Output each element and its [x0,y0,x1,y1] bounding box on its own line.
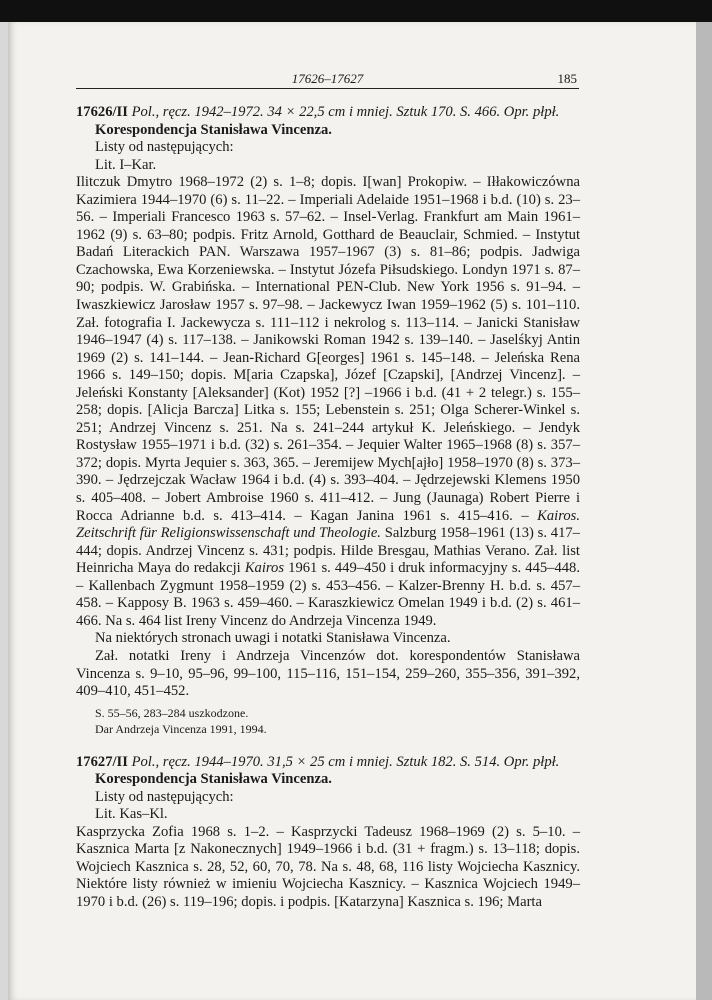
running-head [76,70,579,89]
entry-signature: 17627/II [76,753,128,770]
page-content [76,104,580,912]
entry-physical-description: Pol., ręcz. 1942–1972. 34 × 22,5 cm i mniej. Sztuk 170. S. 466. Opr. płpł. [131,104,560,120]
entry-signature: 17626/II [76,104,128,120]
entry-header [76,754,580,772]
journal-title: Kairos. Zeitschrift für Religionswissenschaft und Theologie. [76,507,580,542]
entry-note-provenance: Dar Andrzeja Vincenza 1991, 1994. [95,721,267,736]
entry-correspondents [76,174,580,630]
correspondents-part-b: Salzburg 1958–1961 (13) s. 417–444; dopis. Andrzej Vincenz s. 431; podpis. Hilde Bresgau, Mathias Verano. Zał. list Heinricha Maya do redakcji [76,525,580,577]
journal-title-short: Kairos [244,560,285,577]
top-dark-border [0,0,712,22]
entry-remark: Na niektórych stronach uwagi i notatki Stanisława Vincenza. [95,630,451,647]
correspondents-part-c: 1961 s. 449–450 i druk informacyjny s. 445–448. – Kallenbach Zygmunt 1958–1959 (2) s. 453–456. – Kalzer-Brenny H. b.d. s. 457–458. – Kapposy B. 1963 s. 459–460. – Karaszkiewicz Omelan 1949 i b.d. (2) s. 461–466. Na s. 464 list Ireny Vincenz do Andrzeja Vincenza 1949. [76,560,580,629]
entry-remark-attachments: Zał. notatki Ireny i Andrzeja Vincenzów dot. korespondentów Stanisława Vincenza s. 9–10, 95–96, 99–100, 115–116, 151–154, 259–260, 355–356, 391–392, 409–410, 451–452. [76,647,580,700]
entry-note-damage: S. 55–56, 283–284 uszkodzone. [95,705,249,720]
page-number: 185 [557,71,577,86]
correspondents-part-a: Ilitczuk Dmytro 1968–1972 (2) s. 1–8; dopis. I[wan] Prokopiw. – Iłłakowiczówna Kazimiera 1944–1970 (6) s. 11–22. – Imperiali Adelaide 1951–1968 i b.d. (10) s. 23–56. – Imperiali Francesco 1963 s. 57–62. – Insel-Verlag. Frankfurt am Main 1961–1962 (9) s. 63–80; podpis. Fritz Arnold, Gotthard de Beauclair, Schmied. – Instytut Badań Literackich PAN. Warszawa 1957–1967 (3) s. 81–86; podpis. Jadwiga Czachowska, Ewa Korzeniewska. – Instytut Józefa Piłsudskiego. Londyn 1971 s. 87–90; podpis. W. Grabińska. – International PEN-Club. New York 1956 s. 91–94. – Iwaszkiewicz Jarosław 1957 s. 97–98. – Jackewycz Iwan 1959–1962 (5) s. 101–110. Zał. fotografia I. Jackewycza s. 111–112 i nekrolog s. 113–114. – Janicki Stanisław 1946–1947 (4) s. 117–138. – Janikowski Roman 1942 s. 139–140. – Jaselśkyj Antin 1969 (2) s. 141–144. – Jean-Richard G[eorges] 1961 s. 145–148. – Jeleńska Rena 1966 s. 149–150; dopis. M[aria Czapska], Józef [Czapski], [Andrzej Vincenz]. – Jeleński Konstanty [Aleksander] (Kot) 1952 [?] –1966 i b.d. (41 + 2 telegr.) s. 155–258; dopis. [Alicja Barcza] Litka s. 155; Lebenstein s. 251; Olga Scherer-Winkel s. 251; Andrzej Vincenz s. 251. Na s. 241–244 artykuł K. Jeleńskiego. – Jendyk Rostysław 1955–1971 i b.d. (32) s. 261–354. – Jequier Walter 1965–1968 (8) s. 357–372; dopis. Myrta Jequier s. 363, 365. – Jeremijew Mych[ajło] 1958–1970 (8) s. 373–390. – Jędrzejczak Wacław 1964 i b.d. (4) s. 393–404. – Jędrzejewski Klemens 1950 s. 405–408. – Jobert Ambroise 1960 s. 411–412. – Jung (Jaunaga) Robert Pierre i Rocca Adrianne b.d. s. 413–414. – Kagan Janina 1961 s. 415–416. – [76,174,580,524]
entry-intro: Listy od następujących: [95,788,234,805]
entry-correspondents: Kasprzycka Zofia 1968 s. 1–2. – Kasprzycki Tadeusz 1968–1969 (2) s. 5–10. – Kasznica Marta [z Nakonecznych] 1949–1966 i b.d. (31 + fragm.) s. 13–118; dopis. Wojciech Kasznica s. 28, 52, 60, 70, 78. Na s. 48, 68, 116 listy Wojciecha Kasznicy. Niektóre listy również w imieniu Wojciecha Kasznicy. – Kasznica Wojciech 1949–1970 i b.d. (26) s. 119–196; dopis. i podpis. [Katarzyna] Kasznica s. 196; Marta [76,823,580,910]
entry-letter-range: Lit. I–Kar. [95,156,157,173]
running-head-title: 17626–17627 [291,71,364,86]
entry-title: Korespondencja Stanisława Vincenza. [95,121,332,138]
entry-letter-range: Lit. Kas–Kl. [95,806,168,823]
entry-intro: Listy od następujących: [95,139,234,156]
entry-title: Korespondencja Stanisława Vincenza. [95,771,332,788]
entry-physical-description: Pol., ręcz. 1944–1970. 31,5 × 25 cm i mniej. Sztuk 182. S. 514. Opr. płpł. [131,753,560,770]
entry-header [76,104,580,122]
